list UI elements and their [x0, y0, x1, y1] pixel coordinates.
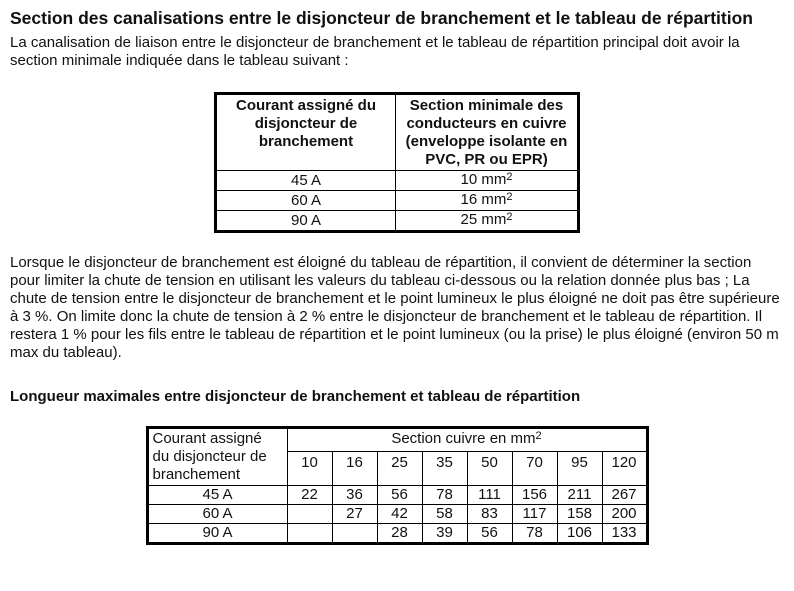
t2-value-cell: 200 [602, 505, 647, 524]
min-section-table [214, 92, 580, 233]
t1-section-cell [396, 171, 579, 191]
t1-section-sup: 2 [506, 171, 513, 183]
t2-value-cell: 28 [377, 524, 422, 544]
t2-value-cell: 36 [332, 486, 377, 505]
t2-span-header-sup: 2 [535, 430, 542, 442]
t1-section-value: 10 mm [460, 171, 507, 188]
t2-value-cell: 133 [602, 524, 647, 544]
t2-value-cell: 27 [332, 505, 377, 524]
t1-section-sup: 2 [506, 211, 513, 223]
t2-value-cell: 56 [377, 486, 422, 505]
t1-section-cell [396, 191, 579, 211]
t2-span-header [287, 428, 647, 452]
t2-value-cell [287, 505, 332, 524]
t1-current-cell: 90 A [216, 211, 396, 232]
t2-value-cell: 78 [422, 486, 467, 505]
table-row [216, 191, 579, 211]
t1-section-value: 25 mm [460, 211, 507, 228]
t2-col-header: 70 [512, 452, 557, 486]
t2-value-cell: 58 [422, 505, 467, 524]
t2-value-cell: 158 [557, 505, 602, 524]
t1-header-section: Section minimale des conducteurs en cuivre (enveloppe isolante en PVC, PR ou EPR) [396, 94, 579, 171]
t2-row-label: 90 A [147, 524, 287, 544]
t1-section-cell [396, 211, 579, 232]
table-row [216, 171, 579, 191]
table-row [147, 524, 647, 544]
t2-value-cell: 111 [467, 486, 512, 505]
t2-value-cell: 83 [467, 505, 512, 524]
t2-value-cell [287, 524, 332, 544]
t2-col-header: 95 [557, 452, 602, 486]
t1-header-current: Courant assigné du disjoncteur de branchement [216, 94, 396, 171]
t2-value-cell: 106 [557, 524, 602, 544]
t2-row-label: 60 A [147, 505, 287, 524]
t2-value-cell: 42 [377, 505, 422, 524]
t2-value-cell [332, 524, 377, 544]
t2-col-header: 16 [332, 452, 377, 486]
t1-current-cell: 45 A [216, 171, 396, 191]
t2-value-cell: 39 [422, 524, 467, 544]
max-length-heading: Longueur maximales entre disjoncteur de branchement et tableau de répartition [10, 388, 581, 405]
voltage-drop-paragraph: Lorsque le disjoncteur de branchement est éloigné du tableau de répartition, il convient de déterminer la section pour limiter la chute de tension en utilisant les valeurs du tableau ci-dessous ou la relation donnée plus bas ; La chute de tension entre le disjoncteur de branchement et le point lumineux le plus éloigné ne doit pas être supérieure à 3 %. On limite donc la chute de tension à 2 % entre le disjoncteur de branchement et le tableau de répartition. Il restera 1 % pour les fils entre le tableau de répartition et le point lumineux (ou la prise) le plus éloigné (environ 50 m max du tableau). [10, 254, 780, 361]
t1-section-value: 16 mm [460, 191, 507, 208]
t2-value-cell: 156 [512, 486, 557, 505]
t2-span-header-text: Section cuivre en mm [391, 430, 536, 447]
t2-value-cell: 22 [287, 486, 332, 505]
t2-value-cell: 211 [557, 486, 602, 505]
t2-col-header: 35 [422, 452, 467, 486]
t2-value-cell: 56 [467, 524, 512, 544]
page-title: Section des canalisations entre le disjoncteur de branchement et le tableau de répartition [10, 8, 753, 28]
t2-col-header: 50 [467, 452, 512, 486]
table-row [147, 505, 647, 524]
t2-value-cell: 117 [512, 505, 557, 524]
t2-row-label: 45 A [147, 486, 287, 505]
table-row [147, 486, 647, 505]
table-row [216, 211, 579, 232]
document-page [0, 8, 794, 545]
t2-col-header: 10 [287, 452, 332, 486]
t2-col-header: 120 [602, 452, 647, 486]
t2-corner-header: Courant assigné du disjoncteur de branchement [147, 428, 287, 486]
t2-col-header: 25 [377, 452, 422, 486]
intro-paragraph: La canalisation de liaison entre le disjoncteur de branchement et le tableau de répartition principal doit avoir la section minimale indiquée dans le tableau suivant : [10, 34, 740, 69]
t2-value-cell: 267 [602, 486, 647, 505]
min-section-table-header-row [216, 94, 579, 171]
max-length-table-header-row [147, 428, 647, 452]
t2-value-cell: 78 [512, 524, 557, 544]
t1-current-cell: 60 A [216, 191, 396, 211]
t1-section-sup: 2 [506, 191, 513, 203]
max-length-table [146, 426, 649, 545]
